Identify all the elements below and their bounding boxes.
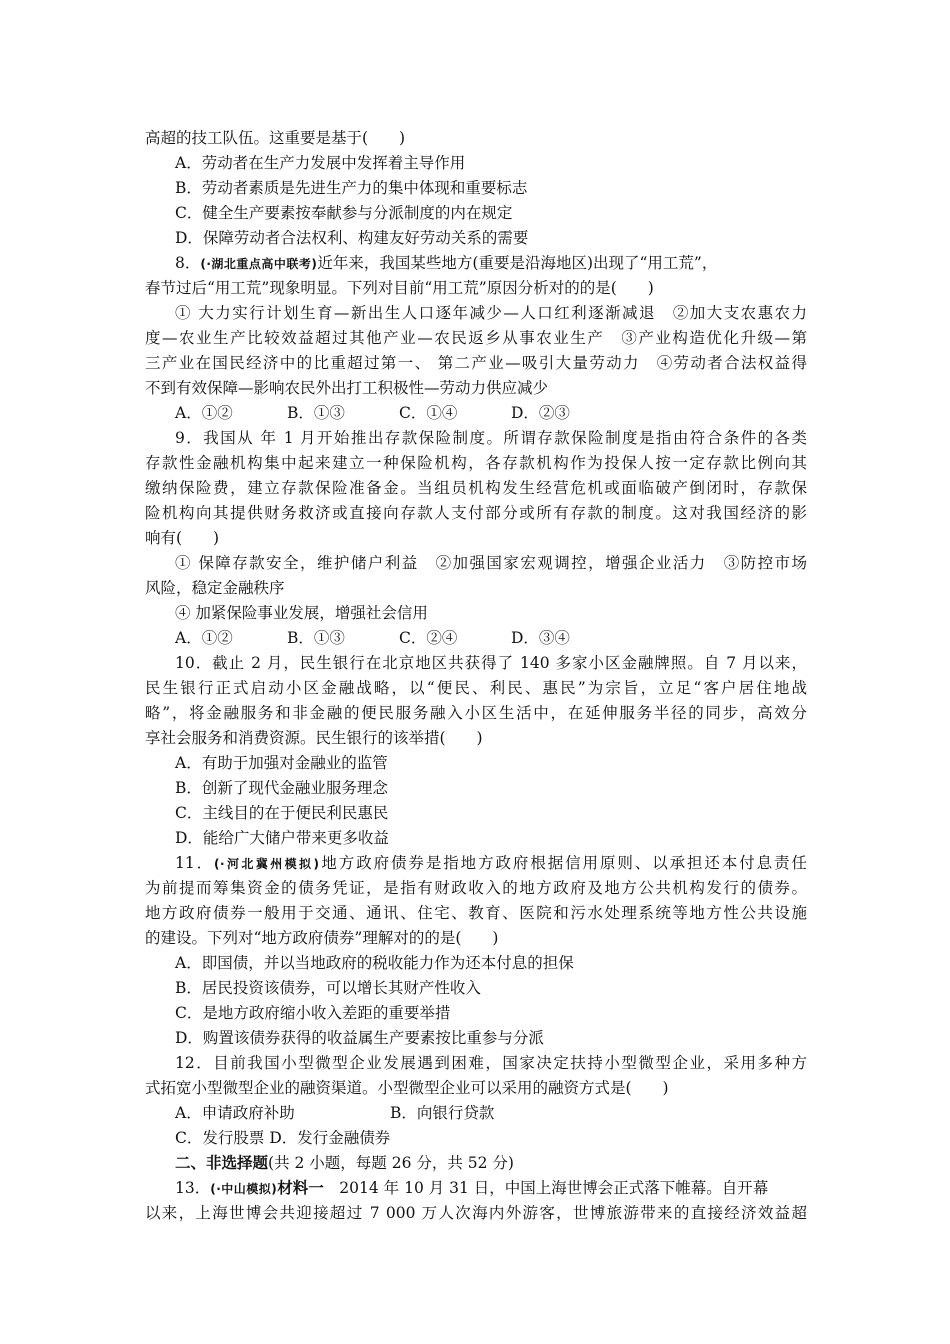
q11-stem-line3: 地方政府债券一般用于交通、通讯、住宅、教育、医院和污水处理系统等地方性公共设施 (145, 904, 807, 922)
q10-option-c: C．主线目的在于便民利民惠民 (175, 804, 389, 822)
q8-option-b: B．①③ (287, 404, 345, 422)
q9-items-line3: ④ 加紧保险事业发展，增强社会信用 (175, 604, 428, 622)
q9-items-line2: 风险，稳定金融秩序 (145, 579, 285, 597)
q12-option-b: B．向银行贷款 (390, 1104, 495, 1122)
q9-stem-line1: 9．我国从 年 1 月开始推出存款保险制度。所谓存款保险制度是指由符合条件的各类 (175, 429, 807, 447)
q11-option-d: D．购置该债券获得的收益属生产要素按比重参与分派 (175, 1029, 544, 1047)
q11-option-a: A．即国债，并以当地政府的税收能力作为还本付息的担保 (175, 954, 574, 972)
q9-items-line1: ① 保障存款安全，维护储户利益 ②加强国家宏观调控，增强企业活力 ③防控市场 (175, 554, 807, 572)
q7-option-a: A．劳动者在生产力发展中发挥着主导作用 (175, 154, 466, 172)
q8-items-line1: ① 大力实行计划生育—新出生人口逐年减少—人口红利逐渐减退 ②加大支农惠农力 (175, 304, 807, 322)
q9-stem-line4: 险机构向其提供财务救济或直接向存款人支付部分或所有存款的制度。这对我国经济的影 (145, 504, 807, 522)
q10-option-d: D．能给广大储户带来更多收益 (175, 829, 389, 847)
q13-number: 13． (175, 1179, 211, 1197)
q9-option-b: B．①③ (287, 629, 345, 647)
q13-stem-line1 (175, 1178, 807, 1199)
q8-stem-line2: 春节过后“用工荒”现象明显。下列对目前“用工荒”原因分析对的的是( ) (145, 279, 654, 297)
section2-heading: 二、非选择题 (175, 1153, 269, 1172)
section2-title (175, 1153, 807, 1173)
q8-items-line3: 三产业在国民经济中的比重超过第一、 第二产业—吸引大量劳动力 ④劳动者合法权益得 (145, 354, 807, 372)
q10-stem-line1: 10．截止 2 月，民生银行在北京地区共获得了 140 多家小区金融牌照。自 7 月以来， (175, 654, 807, 672)
q8-items-line4: 不到有效保障—影响农民外出打工积极性—劳动力供应减少 (145, 379, 549, 397)
q12-options-row2 (175, 1128, 807, 1148)
q12-options-row1 (175, 1103, 807, 1123)
q8-option-d: D．②③ (511, 404, 570, 422)
q12-option-d: D．发行金融债券 (269, 1129, 391, 1147)
q9-option-a: A．①② (175, 629, 233, 647)
q11-number: 11． (175, 854, 215, 872)
q10-stem-line2: 民生银行正式启动小区金融战略，以“便民、利民、惠民”为宗旨，立足“客户居住地战 (145, 679, 807, 697)
q10-option-b: B．创新了现代金融业服务理念 (175, 779, 388, 797)
q13-material-label: 材料一 (277, 1178, 324, 1197)
q11-source: (·河北冀州模拟) (214, 857, 320, 871)
q11-option-c: C．是地方政府缩小收入差距的重要举措 (175, 1004, 451, 1022)
q13-stem-text: 2014 年 10 月 31 日，中国上海世博会正式落下帷幕。自开幕 (323, 1179, 769, 1197)
q9-option-c: C．②④ (399, 629, 458, 647)
q9-options (175, 628, 807, 648)
q11-stem-line2: 为前提而筹集资金的债务凭证，是指有财政收入的地方政府及地方公共机构发行的债券。 (145, 879, 807, 897)
q8-source: (·湖北重点高中联考) (200, 257, 318, 271)
q8-options (175, 403, 807, 423)
q7-option-c: C．健全生产要素按奉献参与分派制度的内在规定 (175, 204, 513, 222)
q9-option-d: D．③④ (511, 629, 570, 647)
q8-option-a: A．①② (175, 404, 233, 422)
q8-number: 8． (175, 254, 201, 272)
q10-stem-line3: 略”，将金融服务和非金融的便民服务融入小区生活中，在延伸服务半径的同步，高效分 (145, 704, 807, 722)
q12-option-c: C．发行股票 (175, 1129, 265, 1147)
q13-stem-line2: 以来，上海世博会共迎接超过 7 000 万人次海内外游客，世博旅游带来的直接经济效益超 (145, 1204, 807, 1222)
q8-stem-line1 (175, 253, 807, 274)
q12-stem-line2: 式拓宽小型微型企业的融资渠道。小型微型企业可以采用的融资方式是( ) (145, 1079, 669, 1097)
q12-stem-line1: 12．目前我国小型微型企业发展遇到困难，国家决定扶持小型微型企业，采用多种方 (175, 1054, 807, 1072)
q8-items-line2: 度—农业生产比较效益超过其他产业—农民返乡从事农业生产 ③产业构造优化升级—第 (145, 329, 807, 347)
q7-option-b: B．劳动者素质是先进生产力的集中体现和重要标志 (175, 179, 528, 197)
q7-option-d: D．保障劳动者合法权利、构建友好劳动关系的需要 (175, 229, 529, 247)
q13-source: (·中山模拟) (210, 1182, 278, 1196)
q10-option-a: A．有助于加强对金融业的监管 (175, 754, 388, 772)
q8-option-c: C．①④ (399, 404, 458, 422)
section2-detail: (共 2 小题，每题 26 分，共 52 分) (268, 1154, 514, 1172)
q9-stem-line3: 缴纳保险费，建立存款保险准备金。当组员机构发生经营危机或面临破产倒闭时，存款保 (145, 479, 807, 497)
q12-option-a: A．申请政府补助 (175, 1104, 295, 1122)
q11-stem-text: 地方政府债券是指地方政府根据信用原则、以承担还本付息责任 (319, 854, 807, 872)
q10-stem-line4: 享社会服务和消费资源。民生银行的该举措( ) (145, 729, 483, 747)
q9-stem-line5: 响有( ) (145, 529, 220, 547)
q11-stem-line1 (175, 853, 807, 874)
q7-stem-tail: 高超的技工队伍。这重要是基于( ) (145, 129, 406, 147)
q9-stem-line2: 存款性金融机构集中起来建立一种保险机构，各存款机构作为投保人按一定存款比例向其 (145, 454, 807, 472)
q8-stem-text: 近年来，我国某些地方(重要是沿海地区)出现了“用工荒”， (317, 254, 718, 272)
q11-option-b: B．居民投资该债券，可以增长其财产性收入 (175, 979, 481, 997)
q11-stem-line4: 的建设。下列对“地方政府债券”理解对的的是( ) (145, 929, 499, 947)
